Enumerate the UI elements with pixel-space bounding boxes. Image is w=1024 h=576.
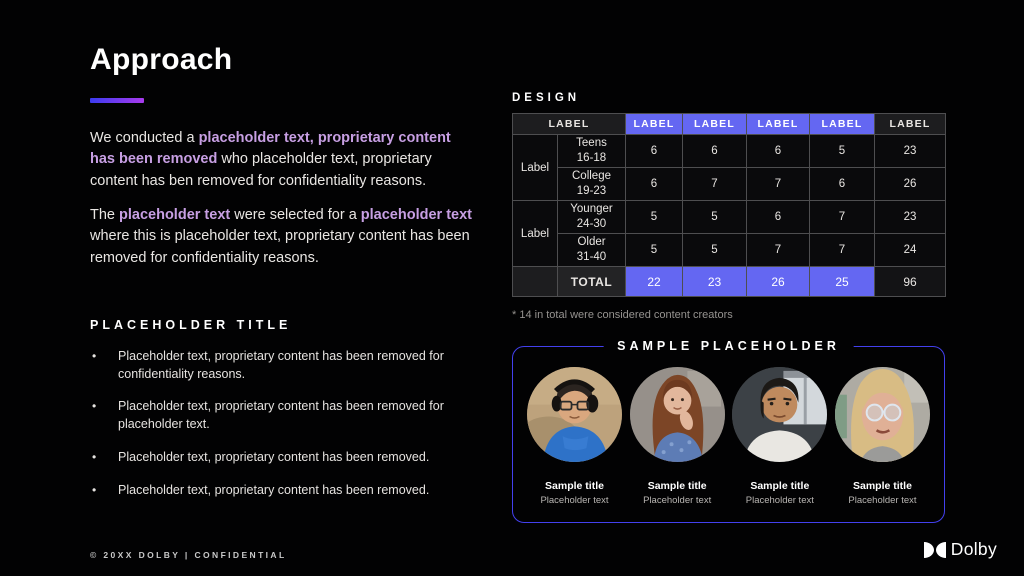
right-column: [512, 92, 945, 523]
column-total-cell: 23: [683, 267, 747, 297]
table-row: [513, 168, 946, 201]
table-header-cell: LABEL: [810, 114, 875, 135]
table-cell: 5: [626, 201, 683, 234]
table-cell: 6: [683, 135, 747, 168]
row-label-name: Teens: [576, 137, 607, 150]
bullet-marker: •: [92, 449, 97, 464]
placeholder-section-title: PLACEHOLDER TITLE: [90, 317, 292, 332]
row-label: [558, 234, 626, 267]
table-row: [513, 201, 946, 234]
para1-text: We conducted a: [90, 130, 199, 146]
participant-title: Sample title: [545, 480, 604, 492]
table-cell: 6: [810, 168, 875, 201]
table-row: [513, 234, 946, 267]
table-cell: 5: [683, 201, 747, 234]
bullet-marker: •: [92, 399, 97, 414]
avatar-illustration: [630, 367, 725, 462]
bullet-text: Placeholder text, proprietary content has been removed for confidentiality reasons.: [118, 348, 444, 381]
page-title: Approach: [90, 43, 233, 76]
table-total-row: [513, 267, 946, 297]
participant-subtitle: Placeholder text: [848, 495, 917, 506]
participant-title: Sample title: [647, 480, 707, 492]
auburn-hair-woman-photo: [630, 367, 725, 462]
row-label-range: 24-30: [576, 218, 607, 230]
avatar-illustration: [835, 367, 930, 462]
table-cell: 7: [810, 234, 875, 267]
table-header-cell: LABEL: [747, 114, 810, 135]
left-column: [90, 43, 474, 514]
total-row-spacer-cell: [513, 267, 558, 297]
participant-title: Sample title: [853, 480, 912, 492]
table-cell: 6: [626, 168, 683, 201]
participant-card: [628, 367, 727, 506]
bullet-marker: •: [92, 482, 97, 497]
sample-placeholder-panel: [512, 339, 945, 523]
row-group-label: Label: [513, 201, 558, 267]
bullet-text: Placeholder text, proprietary content has been removed.: [118, 449, 430, 464]
table-header-row: [513, 114, 946, 135]
para2-highlight-1: placeholder text: [119, 206, 231, 223]
row-label: [558, 135, 626, 168]
table-cell: 5: [626, 234, 683, 267]
avatar-illustration: [527, 367, 622, 462]
para2-highlight-2: placeholder text: [360, 206, 472, 223]
intro-paragraph-2: [90, 205, 474, 269]
para1-text-end: who placeholder text, proprietary content has ben removed for confidentiality reasons.: [90, 151, 432, 189]
table-row: [513, 135, 946, 168]
title-underline-accent: [90, 98, 144, 103]
blonde-woman-glasses-photo: [835, 367, 930, 462]
table-header-cell: LABEL: [513, 114, 626, 135]
table-cell: 6: [626, 135, 683, 168]
table-header-cell: LABEL: [683, 114, 747, 135]
row-total-cell: 26: [875, 168, 946, 201]
avatar-illustration: [732, 367, 827, 462]
table-header-cell: LABEL: [626, 114, 683, 135]
table-cell: 5: [810, 135, 875, 168]
table-footnote: * 14 in total were considered content creators: [512, 309, 733, 321]
table-cell: 5: [683, 234, 747, 267]
bullet-item: [90, 482, 474, 500]
participant-card: [525, 367, 624, 506]
row-total-cell: 23: [875, 201, 946, 234]
row-total-cell: 24: [875, 234, 946, 267]
para2-text-end: where this is placeholder text, proprietary content has been removed for confidentiality reasons.: [90, 228, 470, 266]
total-row-label: TOTAL: [558, 267, 626, 297]
row-group-label: Label: [513, 135, 558, 201]
bullet-marker: •: [92, 348, 97, 363]
row-label-name: College: [572, 170, 611, 183]
footer-copyright: © 20XX DOLBY | CONFIDENTIAL: [90, 550, 287, 560]
participant-row: [513, 347, 944, 506]
table-cell: 7: [747, 234, 810, 267]
column-total-cell: 26: [747, 267, 810, 297]
sample-panel-heading: SAMPLE PLACEHOLDER: [603, 339, 854, 353]
para2-text-mid: were selected for a: [230, 206, 361, 223]
row-total-cell: 23: [875, 135, 946, 168]
intro-paragraph-1: [90, 128, 474, 192]
bullet-item: [90, 348, 474, 384]
participant-subtitle: Placeholder text: [643, 495, 712, 506]
column-total-cell: 22: [626, 267, 683, 297]
design-table: [512, 113, 946, 297]
dolby-logo: [924, 539, 997, 560]
participant-subtitle: Placeholder text: [540, 495, 609, 506]
bullet-item: [90, 398, 474, 434]
young-man-white-tee-photo: [732, 367, 827, 462]
design-section-heading: DESIGN: [512, 92, 581, 104]
row-label-range: 31-40: [576, 251, 607, 263]
row-label-range: 19-23: [576, 185, 607, 197]
table-cell: 6: [747, 135, 810, 168]
row-label: [558, 201, 626, 234]
row-label: [558, 168, 626, 201]
bullet-text: Placeholder text, proprietary content has been removed.: [118, 482, 430, 497]
participant-subtitle: Placeholder text: [745, 495, 814, 506]
bullet-list: [90, 348, 474, 500]
bullet-text: Placeholder text, proprietary content has been removed for placeholder text.: [118, 399, 444, 432]
teen-with-headphones-photo: [527, 367, 622, 462]
row-label-name: Older: [577, 236, 606, 249]
row-label-range: 16-18: [576, 152, 607, 164]
participant-title: Sample title: [750, 480, 810, 492]
table-cell: 7: [810, 201, 875, 234]
table-cell: 7: [683, 168, 747, 201]
para2-text: The: [90, 206, 120, 223]
participant-card: [833, 367, 932, 506]
dolby-wordmark: Dolby: [950, 539, 997, 559]
column-total-cell: 25: [810, 267, 875, 297]
bullet-item: [90, 449, 474, 467]
para1-highlight: placeholder text, proprietary content has been removed: [90, 130, 451, 168]
dolby-double-d-icon: [924, 542, 946, 558]
grand-total-cell: 96: [875, 267, 946, 297]
participant-card: [730, 367, 829, 506]
table-header-cell: LABEL: [875, 114, 946, 135]
table-cell: 6: [747, 201, 810, 234]
table-cell: 7: [747, 168, 810, 201]
row-label-name: Younger: [570, 203, 613, 216]
